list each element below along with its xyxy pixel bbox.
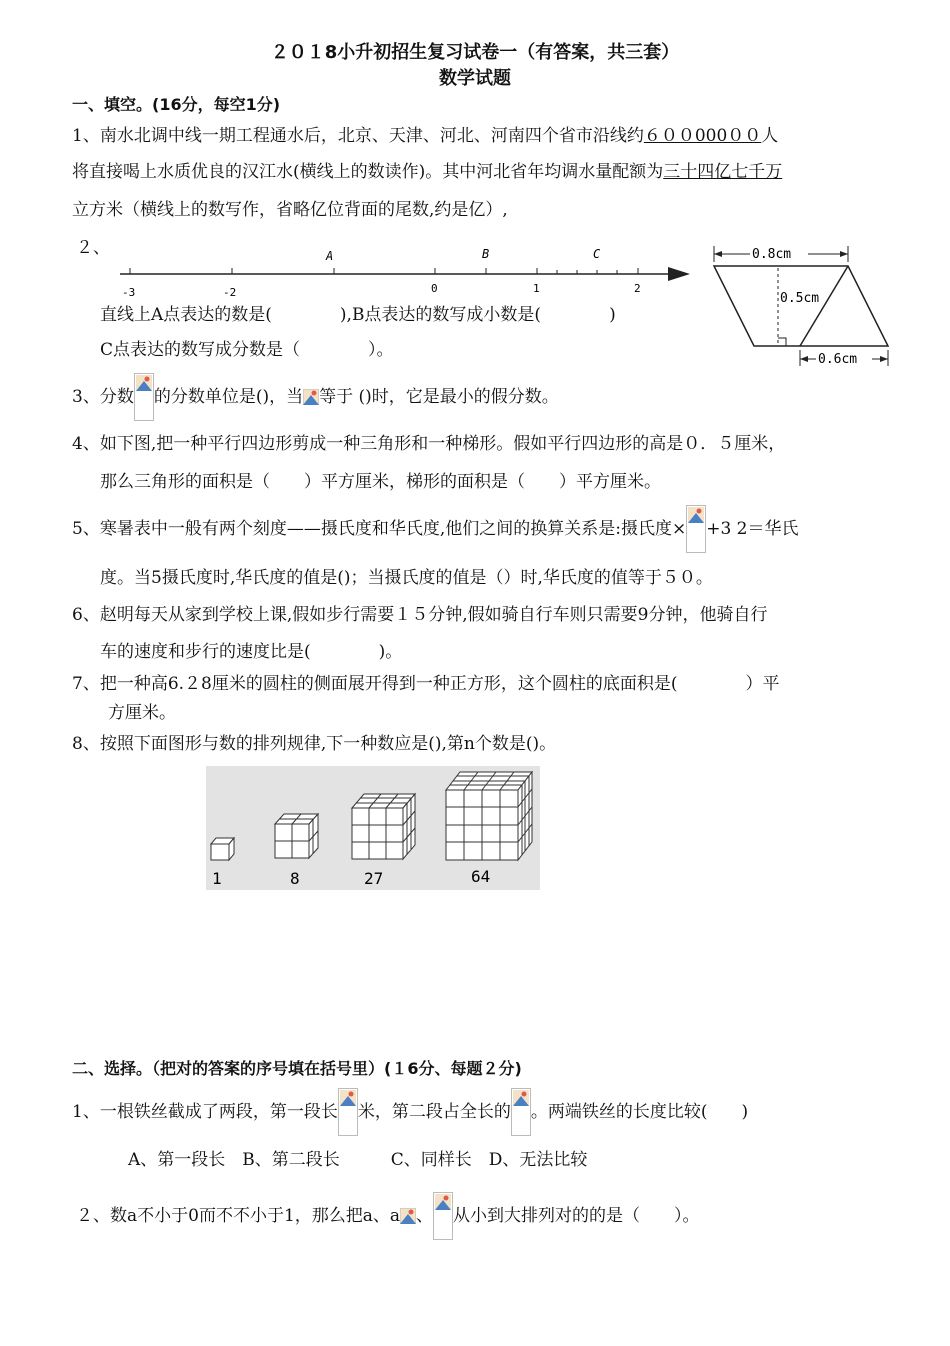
- q7-line1: 7、把一种高6.２8厘米的圆柱的侧面展开得到一种正方形，这个圆柱的底面积是( ）平: [72, 674, 780, 694]
- cube-label: 27: [364, 869, 384, 888]
- section-heading-choice: 二、选择。（把对的答案的序号填在括号里）(１6分、每题２分): [72, 1059, 522, 1078]
- point-c-label: C: [593, 247, 601, 261]
- fraction-image-icon: [511, 1088, 531, 1136]
- q5-line1: [72, 504, 798, 554]
- q8-line: 8、按照下面图形与数的排列规律,下一种数应是(),第n个数是()。: [72, 734, 557, 754]
- tick-label: -3: [122, 286, 136, 299]
- s2-q1-line: [72, 1086, 748, 1138]
- s2-q1-text: 。两端铁丝的长度比较( ): [530, 1102, 749, 1122]
- s2-q2-text: 、: [416, 1206, 434, 1226]
- s2-q2-text: 从小到大排列对的的是（ ）。: [453, 1206, 700, 1226]
- cut-line: [800, 266, 848, 346]
- q5-line2: 度。当5摄氏度时,华氏度的值是()；当摄氏度的值是（）时,华氏度的值等于５０。: [100, 568, 713, 588]
- q3-text: 等于 ()时，它是最小的假分数。: [319, 387, 559, 407]
- bottom-width-label: 0.6cm: [818, 352, 858, 367]
- parallelogram-figure: [700, 238, 900, 368]
- q4-line2: 那么三角形的面积是（ ）平方厘米，梯形的面积是（ ）平方厘米。: [100, 472, 661, 492]
- s2-q1-text: 1、一根铁丝截成了两段，第一段长: [72, 1102, 338, 1122]
- s2-q1-options: A、第一段长 B、第二段长 C、同样长 D、无法比较: [128, 1150, 588, 1170]
- q5-text: 5、寒暑表中一般有两个刻度——摄氏度和华氏度,他们之间的换算关系是:摄氏度×: [72, 519, 687, 539]
- tick-label: 1: [533, 282, 540, 295]
- fraction-image-icon: [686, 505, 706, 553]
- q3-text: 的分数单位是()，当: [153, 387, 304, 407]
- number-line-figure: [110, 238, 700, 302]
- point-a-label: A: [326, 249, 334, 263]
- tick-label: -2: [223, 286, 237, 299]
- q1-line2-text: 将直接喝上水质优良的汉江水(横线上的数读作)。其中河北省年均调水量配额为: [72, 162, 664, 182]
- page-title: ２０１8小升初招生复习试卷一（有答案，共三套）: [270, 42, 680, 63]
- fraction-image-icon: [134, 373, 154, 421]
- number-line-ticks: [130, 268, 638, 274]
- exponent-image-icon: [400, 1208, 416, 1224]
- s2-q1-text: 米，第二段占全长的: [357, 1102, 511, 1122]
- cube-label: 1: [212, 869, 222, 888]
- page-subtitle: 数学试题: [439, 68, 511, 89]
- q2-line2: C点表达的数写成分数是（ ）。: [100, 340, 394, 360]
- q1-blank-number: ６００000００: [643, 126, 762, 146]
- q1-line2: [72, 162, 782, 182]
- s2-q2-text: ２、数a不小于0而不不小于1，那么把a、a: [76, 1206, 401, 1226]
- cubes-figure: [206, 766, 540, 890]
- q6-line2: 车的速度和步行的速度比是( )。: [100, 642, 403, 662]
- cube-1x1: [211, 838, 234, 860]
- q1-line3: 立方米（横线上的数写作，省略亿位背面的尾数,约是亿）,: [72, 200, 508, 220]
- cube-label: 8: [290, 869, 300, 888]
- q1-line1-text: 1、南水北调中线一期工程通水后，北京、天津、河北、河南四个省市沿线约: [72, 126, 644, 146]
- number-line-arrow: [668, 267, 690, 281]
- q1-line1-suffix: 人: [761, 126, 779, 146]
- top-width-label: 0.8cm: [752, 247, 792, 262]
- q2-line1: 直线上A点表达的数是( ),B点表达的数写成小数是( ): [100, 305, 616, 325]
- tick-label: 0: [431, 282, 438, 295]
- fraction-image-icon: [338, 1088, 358, 1136]
- fraction-image-icon: [433, 1192, 453, 1240]
- cube-3x3: [352, 794, 415, 859]
- cube-2x2: [275, 814, 318, 858]
- q1-line1: [72, 126, 778, 146]
- height-label: 0.5cm: [780, 291, 820, 306]
- section-heading-fill-in: 一、填空。(16分，每空1分): [72, 95, 281, 114]
- cube-4x4: [446, 772, 532, 860]
- q6-line1: 6、赵明每天从家到学校上课,假如步行需要１５分钟,假如骑自行车则只需要9分钟，他骑自行: [72, 605, 768, 625]
- cube-label: 64: [471, 867, 491, 886]
- q2-number: ２、: [76, 238, 110, 258]
- q5-text: +3 2＝华氏: [706, 519, 799, 539]
- s2-q2-line: [76, 1190, 700, 1242]
- tick-label: 2: [634, 282, 641, 295]
- q3-text: 3、分数: [72, 387, 134, 407]
- fraction-image-icon: [303, 389, 319, 405]
- point-b-label: B: [482, 247, 490, 261]
- q7-line2: 方厘米。: [108, 703, 176, 723]
- q3-line: [72, 372, 559, 422]
- q1-blank-words: 三十四亿七千万: [663, 162, 783, 182]
- parallelogram-shape: [714, 266, 888, 346]
- q4-line1: 4、如下图,把一种平行四边形剪成一种三角形和一种梯形。假如平行四边形的高是０．５厘米，: [72, 434, 786, 454]
